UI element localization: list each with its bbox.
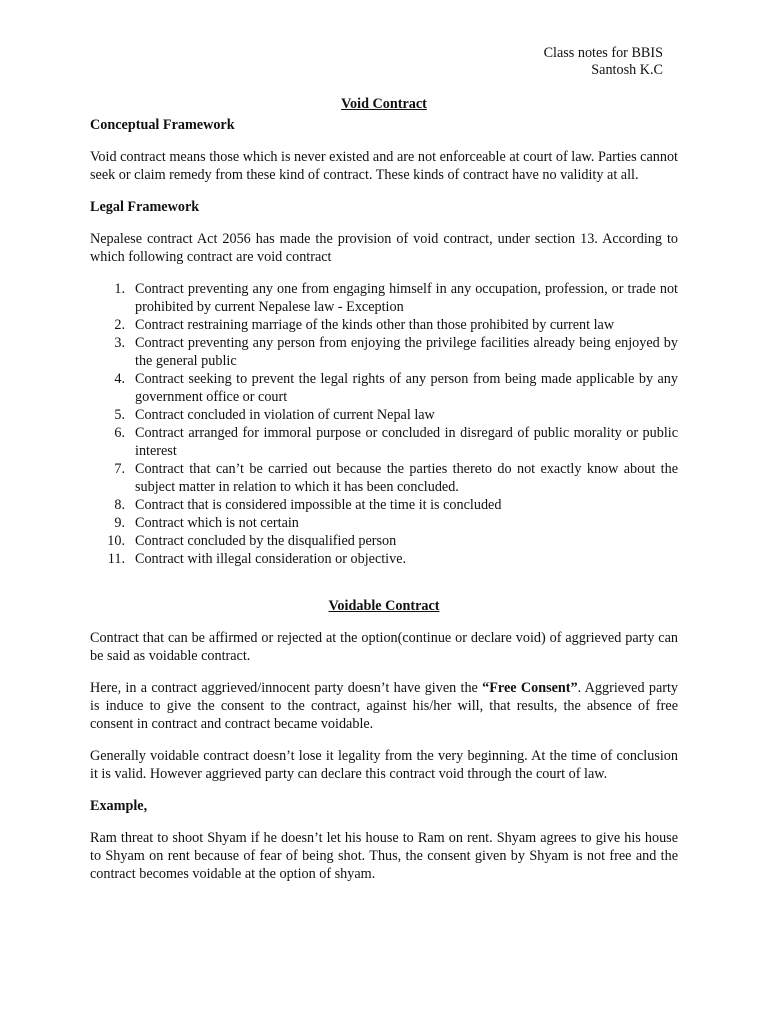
list-item: 10. Contract concluded by the disqualified person [107, 533, 397, 549]
document-body [90, 95, 678, 883]
list-item: 2. Contract restraining marriage of the kinds other than those prohibited by current law [114, 317, 615, 333]
list-item: 9. Contract which is not certain [114, 515, 299, 531]
list-item: 8. Contract that is considered impossible at the time it is concluded [114, 497, 502, 513]
list-item: 6. Contract arranged for immoral purpose or concluded in disregard of public morality or public interest [114, 425, 678, 459]
legal-framework-heading: Legal Framework [90, 199, 200, 215]
conceptual-framework-text: Void contract means those which is never existed and are not enforceable at court of law. Parties cannot seek or claim remedy from these kind of contract. These kinds of contract have no validity at all. [90, 149, 678, 183]
list-item: 7. Contract that can’t be carried out because the parties thereto do not exactly know about the subject matter in relation to which it has been concluded. [114, 461, 678, 495]
header-author-line: Santosh K.C [591, 62, 663, 78]
list-item: 5. Contract concluded in violation of current Nepal law [114, 407, 435, 423]
example-heading: Example, [90, 798, 148, 814]
conceptual-framework-heading: Conceptual Framework [90, 117, 235, 133]
list-item: 1. Contract preventing any one from engaging himself in any occupation, profession, or trade not prohibited by current Nepalese law - Exception [114, 281, 678, 315]
voidable-definition-text: Contract that can be affirmed or rejected at the option(continue or declare void) of aggrieved party can be said as voidable contract. [90, 630, 678, 664]
list-item: 3. Contract preventing any person from enjoying the privilege facilities already being enjoyed by the general public [114, 335, 678, 369]
free-consent-paragraph: Here, in a contract aggrieved/innocent party doesn’t have given the “Free Consent”. Aggrieved party is induce to give the consent to the contract, against his/her will, that results, the absence of free consent in contract and contract became voidable. [90, 680, 679, 732]
legality-paragraph: Generally voidable contract doesn’t lose it legality from the very beginning. At the time of conclusion it is valid. However aggrieved party can declare this contract void through the court of law. [90, 748, 678, 782]
void-contract-title: Void Contract [341, 96, 427, 112]
free-consent-term: “Free Consent” [482, 680, 578, 696]
voidable-contract-title: Voidable Contract [328, 598, 440, 614]
list-item: 11. Contract with illegal consideration or objective. [107, 551, 407, 567]
void-contract-list [90, 280, 678, 568]
example-text: Ram threat to shoot Shyam if he doesn’t let his house to Ram on rent. Shyam agrees to give his house to Shyam on rent because of fear of being shot. Thus, the consent given by Shyam is not free and the contract becomes voidable at the option of shyam. [90, 830, 678, 882]
legal-framework-text: Nepalese contract Act 2056 has made the provision of void contract, under section 13. According to which following contract are void contract [90, 231, 678, 265]
document-header [544, 45, 663, 79]
list-item: 4. Contract seeking to prevent the legal rights of any person from being made applicable by any government office or court [114, 371, 678, 405]
header-course-line: Class notes for BBIS [543, 45, 663, 61]
